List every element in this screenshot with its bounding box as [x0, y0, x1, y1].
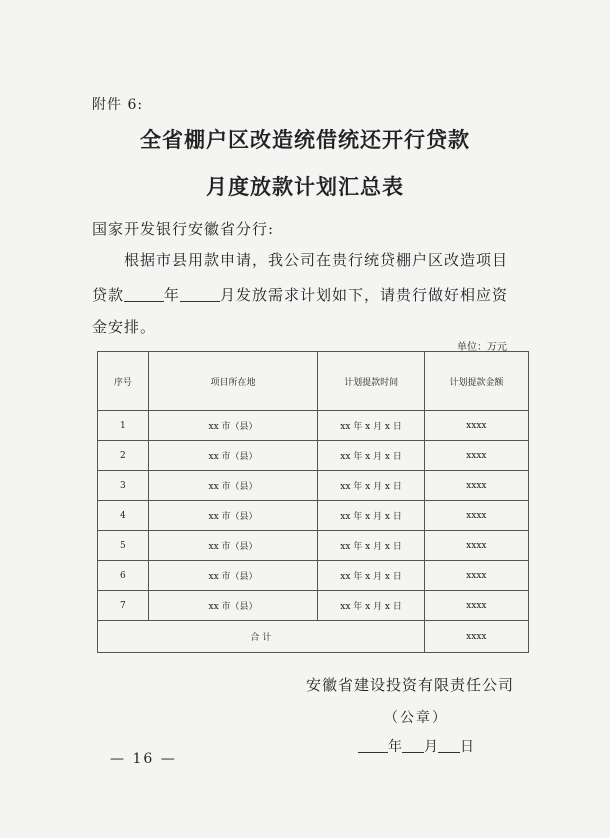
- blank-date-month: [402, 738, 424, 753]
- header-amount: 计划提款金额: [424, 352, 528, 411]
- total-label: 合 计: [98, 621, 425, 653]
- table-total-row: [98, 621, 529, 653]
- page-number: — 16 —: [110, 751, 177, 767]
- document-title-line2: 月度放款计划汇总表: [206, 174, 404, 199]
- date-year-label: 年: [388, 739, 402, 755]
- body-line-1: 根据市县用款申请，我公司在贵行统贷棚户区改造项目: [124, 251, 509, 269]
- body-line-2: [92, 284, 522, 305]
- cell-time: xx 年 x 月 x 日: [318, 531, 424, 561]
- body-line-3: 金安排。: [92, 318, 157, 336]
- cell-amount: xxxx: [424, 501, 528, 531]
- cell-time: xx 年 x 月 x 日: [318, 471, 424, 501]
- cell-location: xx 市（县）: [148, 591, 318, 621]
- cell-no: 5: [98, 531, 149, 561]
- cell-time: xx 年 x 月 x 日: [318, 591, 424, 621]
- blank-date-day: [438, 738, 460, 753]
- cell-no: 6: [98, 561, 149, 591]
- cell-location: xx 市（县）: [148, 531, 318, 561]
- body-line-2-prefix: 贷款: [92, 286, 125, 304]
- blank-date-year: [358, 738, 388, 753]
- document-title-line1: 全省棚户区改造统借统还开行贷款: [140, 127, 470, 152]
- cell-no: 4: [98, 501, 149, 531]
- cell-amount: xxxx: [424, 531, 528, 561]
- table-row: [98, 501, 529, 531]
- body-line-2-year: 年: [164, 286, 181, 304]
- table-row: [98, 561, 529, 591]
- cell-location: xx 市（县）: [148, 501, 318, 531]
- header-location: 项目所在地: [148, 352, 318, 411]
- cell-amount: xxxx: [424, 411, 528, 441]
- attachment-label: 附件 6:: [92, 97, 144, 113]
- cell-location: xx 市（县）: [148, 441, 318, 471]
- cell-time: xx 年 x 月 x 日: [318, 501, 424, 531]
- blank-month: [180, 287, 220, 302]
- date-day-label: 日: [460, 739, 474, 755]
- body-line-2-suffix: 月发放需求计划如下，请贵行做好相应资: [220, 286, 509, 304]
- total-amount: xxxx: [424, 621, 528, 653]
- header-time: 计划提款时间: [318, 352, 424, 411]
- cell-no: 7: [98, 591, 149, 621]
- date-month-label: 月: [424, 739, 438, 755]
- cell-time: xx 年 x 月 x 日: [318, 411, 424, 441]
- cell-no: 2: [98, 441, 149, 471]
- table-header-row: [98, 352, 529, 411]
- cell-amount: xxxx: [424, 591, 528, 621]
- cell-time: xx 年 x 月 x 日: [318, 441, 424, 471]
- cell-time: xx 年 x 月 x 日: [318, 561, 424, 591]
- cell-no: 1: [98, 411, 149, 441]
- table-row: [98, 531, 529, 561]
- header-no: 序号: [98, 352, 149, 411]
- unit-label: 单位：万元: [457, 342, 507, 353]
- loan-plan-table: [97, 351, 529, 653]
- blank-year: [124, 287, 164, 302]
- cell-location: xx 市（县）: [148, 561, 318, 591]
- cell-amount: xxxx: [424, 441, 528, 471]
- cell-no: 3: [98, 471, 149, 501]
- signature-date: [358, 736, 474, 756]
- table-row: [98, 471, 529, 501]
- company-name: 安徽省建设投资有限责任公司: [306, 676, 515, 694]
- table-row: [98, 441, 529, 471]
- cell-location: xx 市（县）: [148, 471, 318, 501]
- addressee: 国家开发银行安徽省分行:: [92, 220, 275, 238]
- table-row: [98, 411, 529, 441]
- table-row: [98, 591, 529, 621]
- cell-amount: xxxx: [424, 471, 528, 501]
- cell-amount: xxxx: [424, 561, 528, 591]
- seal-label: （公章）: [384, 710, 448, 726]
- cell-location: xx 市（县）: [148, 411, 318, 441]
